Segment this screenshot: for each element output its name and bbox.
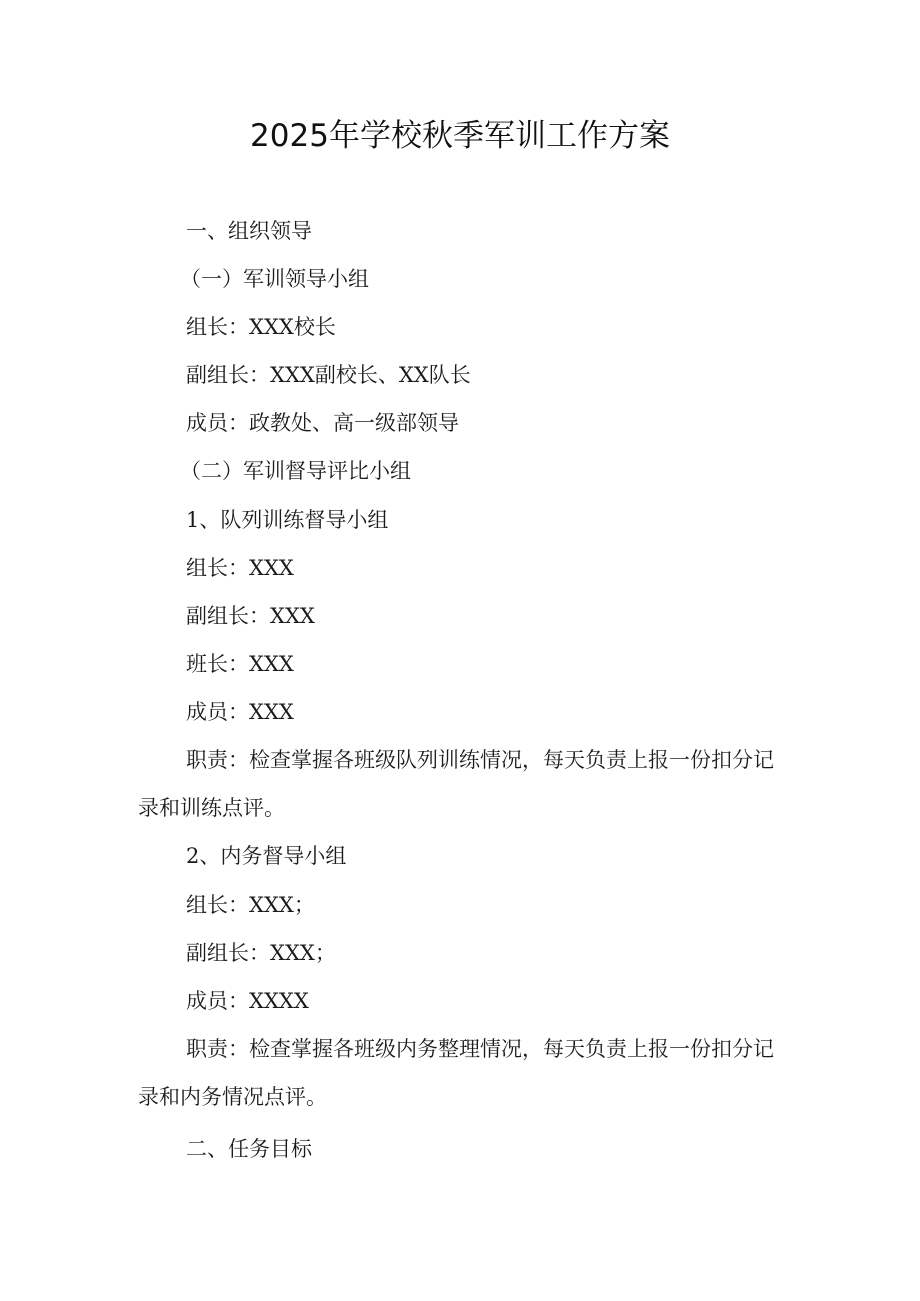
drill-group-leader: 组长：XXX [186, 556, 294, 580]
drill-group-monitor: 班长：XXX [186, 652, 294, 676]
members-line: 成员：政教处、高一级部领导 [186, 411, 459, 435]
dorm-group-deputy: 副组长：XXX； [186, 941, 336, 965]
subsection-heading-supervision-group: （二）军训督导评比小组 [180, 459, 411, 483]
drill-group-duties: 职责：检查掌握各班级队列训练情况，每天负责上报一份扣分记 [186, 748, 774, 772]
dorm-group-duties-continued: 录和内务情况点评。 [138, 1085, 327, 1109]
drill-group-heading: 1、队列训练督导小组 [186, 508, 389, 532]
deputy-leader-line: 副组长：XXX副校长、XX队长 [186, 363, 471, 387]
dorm-group-members: 成员：XXXX [186, 989, 309, 1013]
drill-group-members: 成员：XXX [186, 700, 294, 724]
subsection-heading-leadership-group: （一）军训领导小组 [180, 267, 369, 291]
section-heading-organization: 一、组织领导 [186, 219, 312, 243]
dorm-group-heading: 2、内务督导小组 [186, 844, 347, 868]
leader-line: 组长：XXX校长 [186, 315, 336, 339]
drill-group-deputy: 副组长：XXX [186, 604, 315, 628]
dorm-group-duties: 职责：检查掌握各班级内务整理情况，每天负责上报一份扣分记 [186, 1037, 774, 1061]
dorm-group-leader: 组长：XXX； [186, 893, 315, 917]
section-heading-objectives: 二、任务目标 [186, 1137, 312, 1161]
document-title: 2025年学校秋季军训工作方案 [250, 118, 670, 154]
drill-group-duties-continued: 录和训练点评。 [138, 796, 285, 820]
